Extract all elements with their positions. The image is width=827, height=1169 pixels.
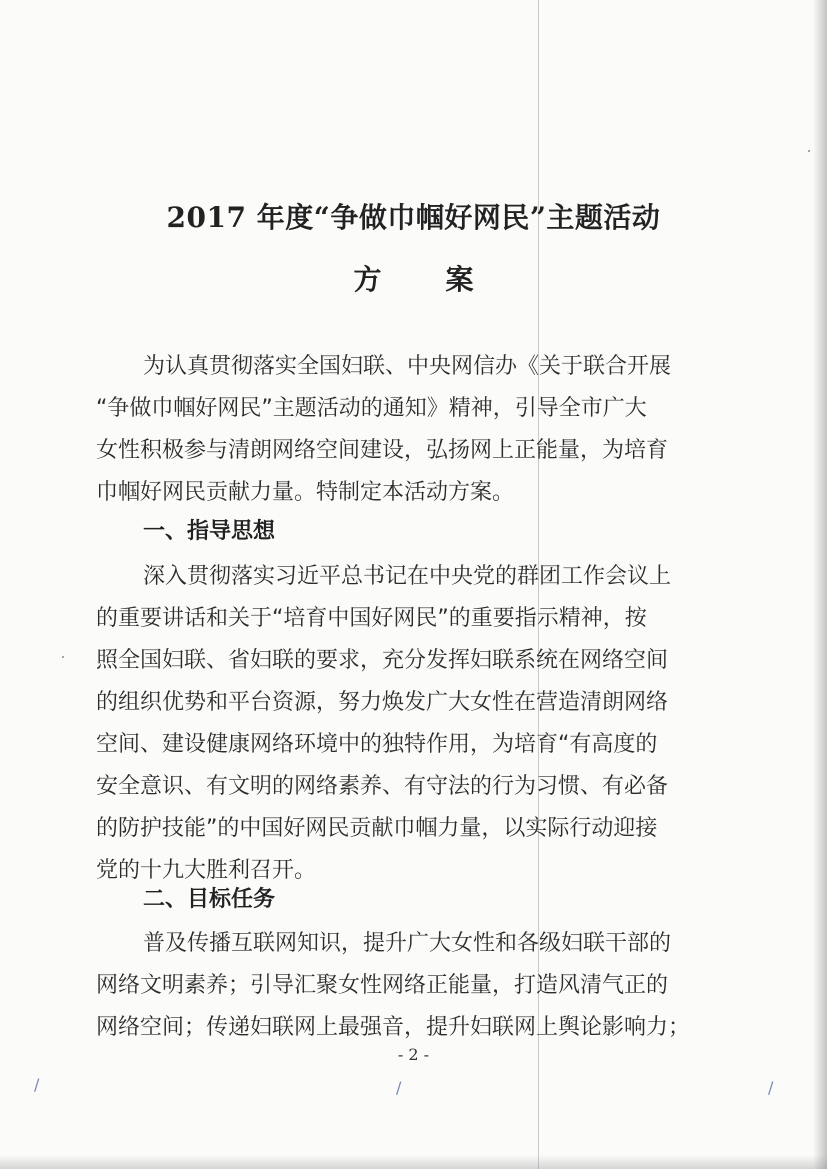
document-subtitle [0,258,827,298]
document-title: 2017 年度“争做巾帼好网民”主题活动 [166,201,661,234]
section2-line: 普及传播互联网知识，提升广大女性和各级妇联干部的 [143,931,672,956]
section1-line: 照全国妇联、省妇联的要求，充分发挥妇联系统在网络空间 [96,648,669,673]
page-number: - 2 - [397,1045,430,1064]
section1-line: 深入贯彻落实习近平总书记在中央党的群团工作会议上 [143,564,672,589]
scan-dot [808,150,810,152]
subtitle-char-1: 方 [353,263,382,296]
section1-line: 空间、建设健康网络环境中的独特作用，为培育“有高度的 [96,732,658,757]
section1-line: 的组织优势和平台资源，努力焕发广大女性在营造清朗网络 [96,690,669,715]
subtitle-char-2: 案 [445,263,474,296]
section1-line: 的重要讲话和关于“培育中国好网民”的重要指示精神，按 [96,606,647,631]
intro-line: 女性积极参与清朗网络空间建设，弘扬网上正能量，为培育 [96,438,669,463]
scan-shadow-bottom [0,1155,827,1169]
section2-line: 网络文明素养；引导汇聚女性网络正能量，打造风清气正的 [96,973,669,998]
scan-speck: / [34,1075,40,1094]
intro-paragraph [96,346,726,514]
section1-line: 的防护技能”的中国好网民贡献巾帼力量，以实际行动迎接 [96,816,658,841]
section1-paragraph [96,556,726,892]
section2-line: 网络空间；传递妇联网上最强音，提升妇联网上舆论影响力； [96,1015,691,1040]
intro-line: “争做巾帼好网民”主题活动的通知》精神，引导全市广大 [96,396,647,421]
scan-shadow-right [813,0,827,1169]
section2-paragraph [96,923,726,1049]
section-heading-goals-tasks: 二、目标任务 [143,887,276,912]
scan-dot [62,656,64,658]
section-heading-guiding-ideology: 一、指导思想 [143,519,276,544]
intro-line: 为认真贯彻落实全国妇联、中央网信办《关于联合开展 [143,354,672,379]
section1-line: 安全意识、有文明的网络素养、有守法的行为习惯、有必备 [96,774,669,799]
section1-line: 党的十九大胜利召开。 [96,858,317,883]
scan-speck: / [768,1078,774,1097]
scan-speck: / [396,1078,402,1097]
intro-line: 巾帼好网民贡献力量。特制定本活动方案。 [96,480,515,505]
